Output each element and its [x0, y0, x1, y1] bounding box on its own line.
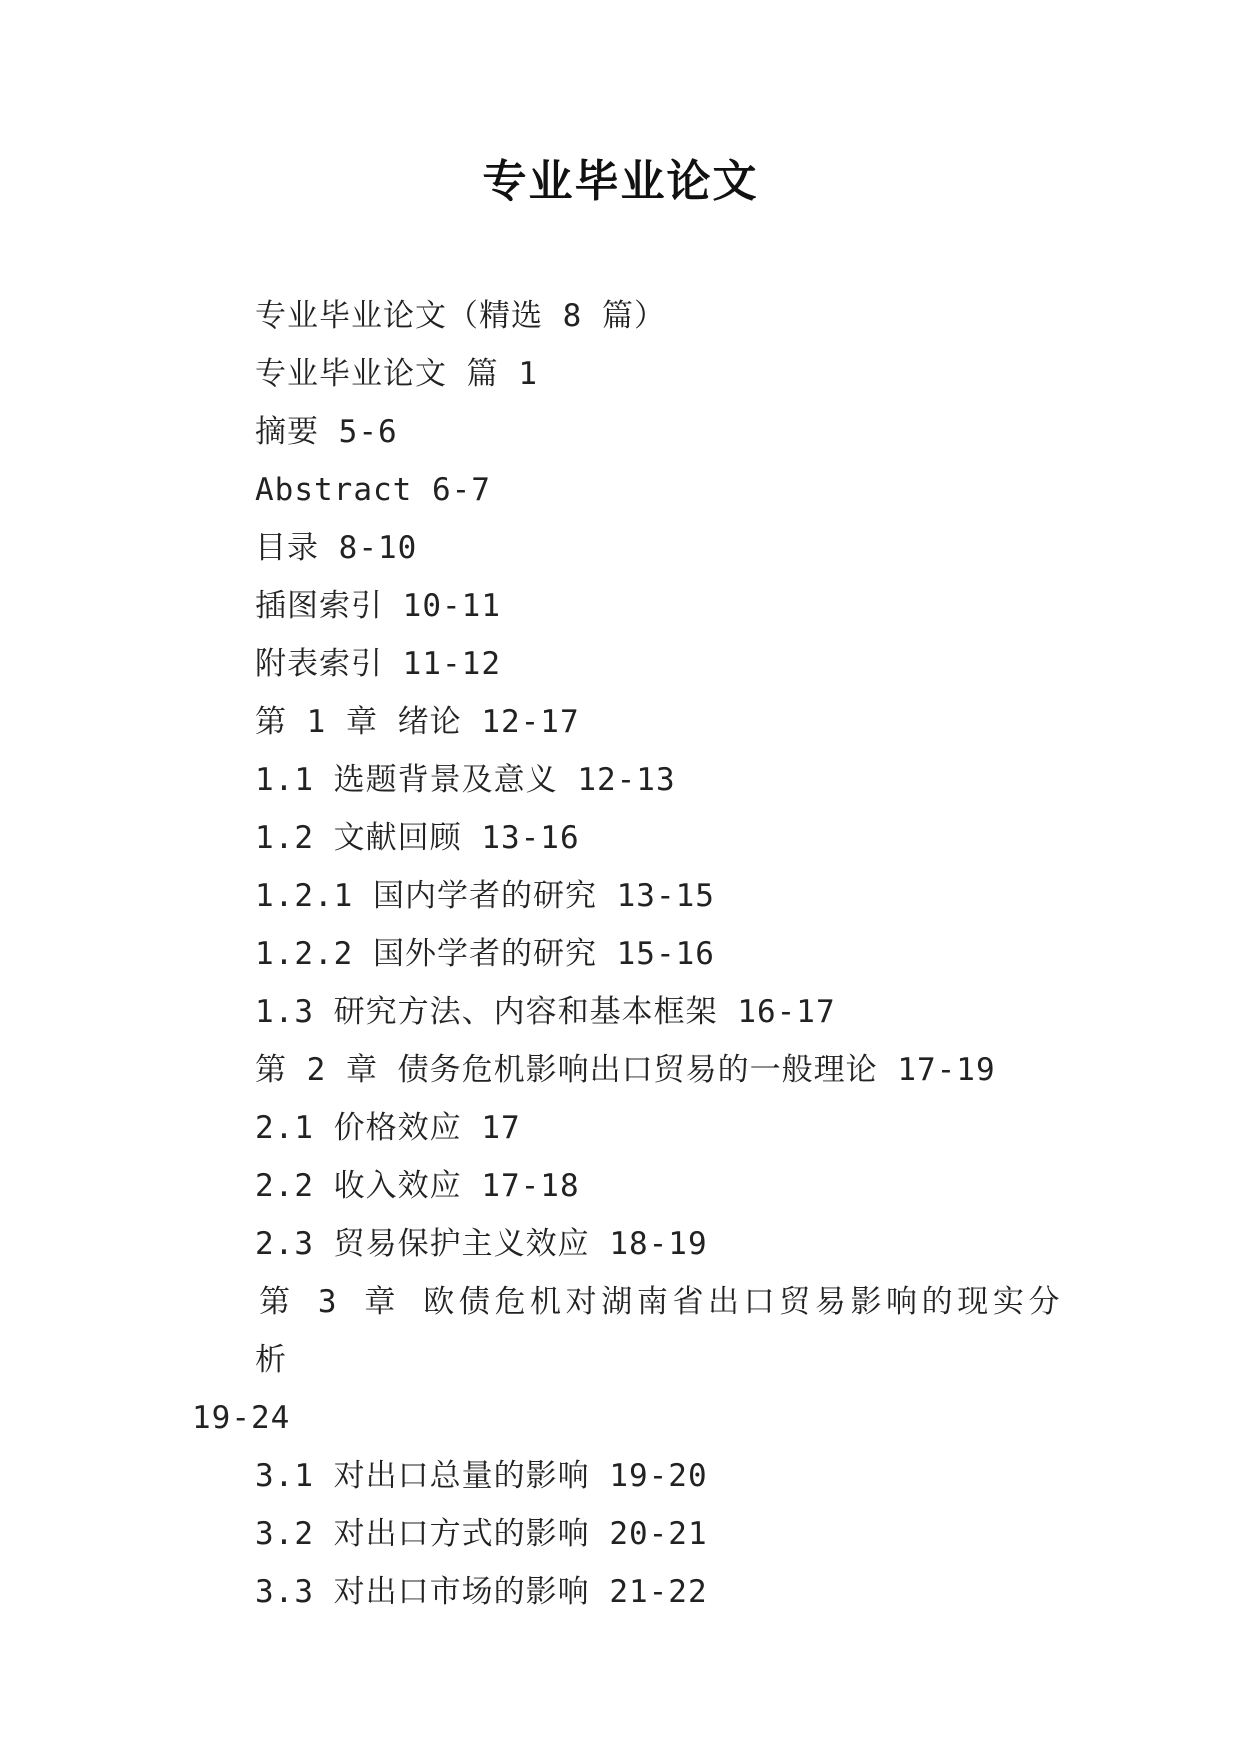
toc-line: 2.1 价格效应 17	[255, 1110, 521, 1146]
toc-line-chapter-3	[192, 1273, 1085, 1447]
toc-line: 专业毕业论文（精选 8 篇）	[255, 298, 666, 334]
toc-line: 目录 8-10	[255, 530, 418, 566]
toc-line: 专业毕业论文 篇 1	[255, 356, 538, 392]
toc-line: 1.2 文献回顾 13-16	[255, 820, 580, 856]
toc-line: 第 2 章 债务危机影响出口贸易的一般理论 17-19	[255, 1052, 996, 1088]
toc-line: 2.2 收入效应 17-18	[255, 1168, 580, 1204]
toc-line: 第 1 章 绪论 12-17	[255, 704, 580, 740]
toc-line: 2.3 贸易保护主义效应 18-19	[255, 1226, 708, 1262]
toc-line: 3.3 对出口市场的影响 21-22	[255, 1574, 708, 1610]
toc-line: 3.2 对出口方式的影响 20-21	[255, 1516, 708, 1552]
toc-line: 1.3 研究方法、内容和基本框架 16-17	[255, 994, 836, 1030]
toc-line: 附表索引 11-12	[255, 646, 501, 682]
page-title: 专业毕业论文	[482, 156, 759, 207]
table-of-contents	[192, 287, 1085, 1621]
toc-line: 1.1 选题背景及意义 12-13	[255, 762, 676, 798]
toc-line: 1.2.1 国内学者的研究 13-15	[255, 878, 715, 914]
toc-line: 摘要 5-6	[255, 414, 398, 450]
toc-line: 插图索引 10-11	[255, 588, 501, 624]
toc-line: 3.1 对出口总量的影响 19-20	[255, 1458, 708, 1494]
toc-line: Abstract 6-7	[255, 472, 491, 508]
toc-line-chapter-3-pages: 19-24	[192, 1400, 291, 1436]
toc-line-chapter-3-head: 第 3 章 欧债危机对湖南省出口贸易影响的现实分析	[255, 1284, 1065, 1378]
toc-line: 1.2.2 国外学者的研究 15-16	[255, 936, 715, 972]
